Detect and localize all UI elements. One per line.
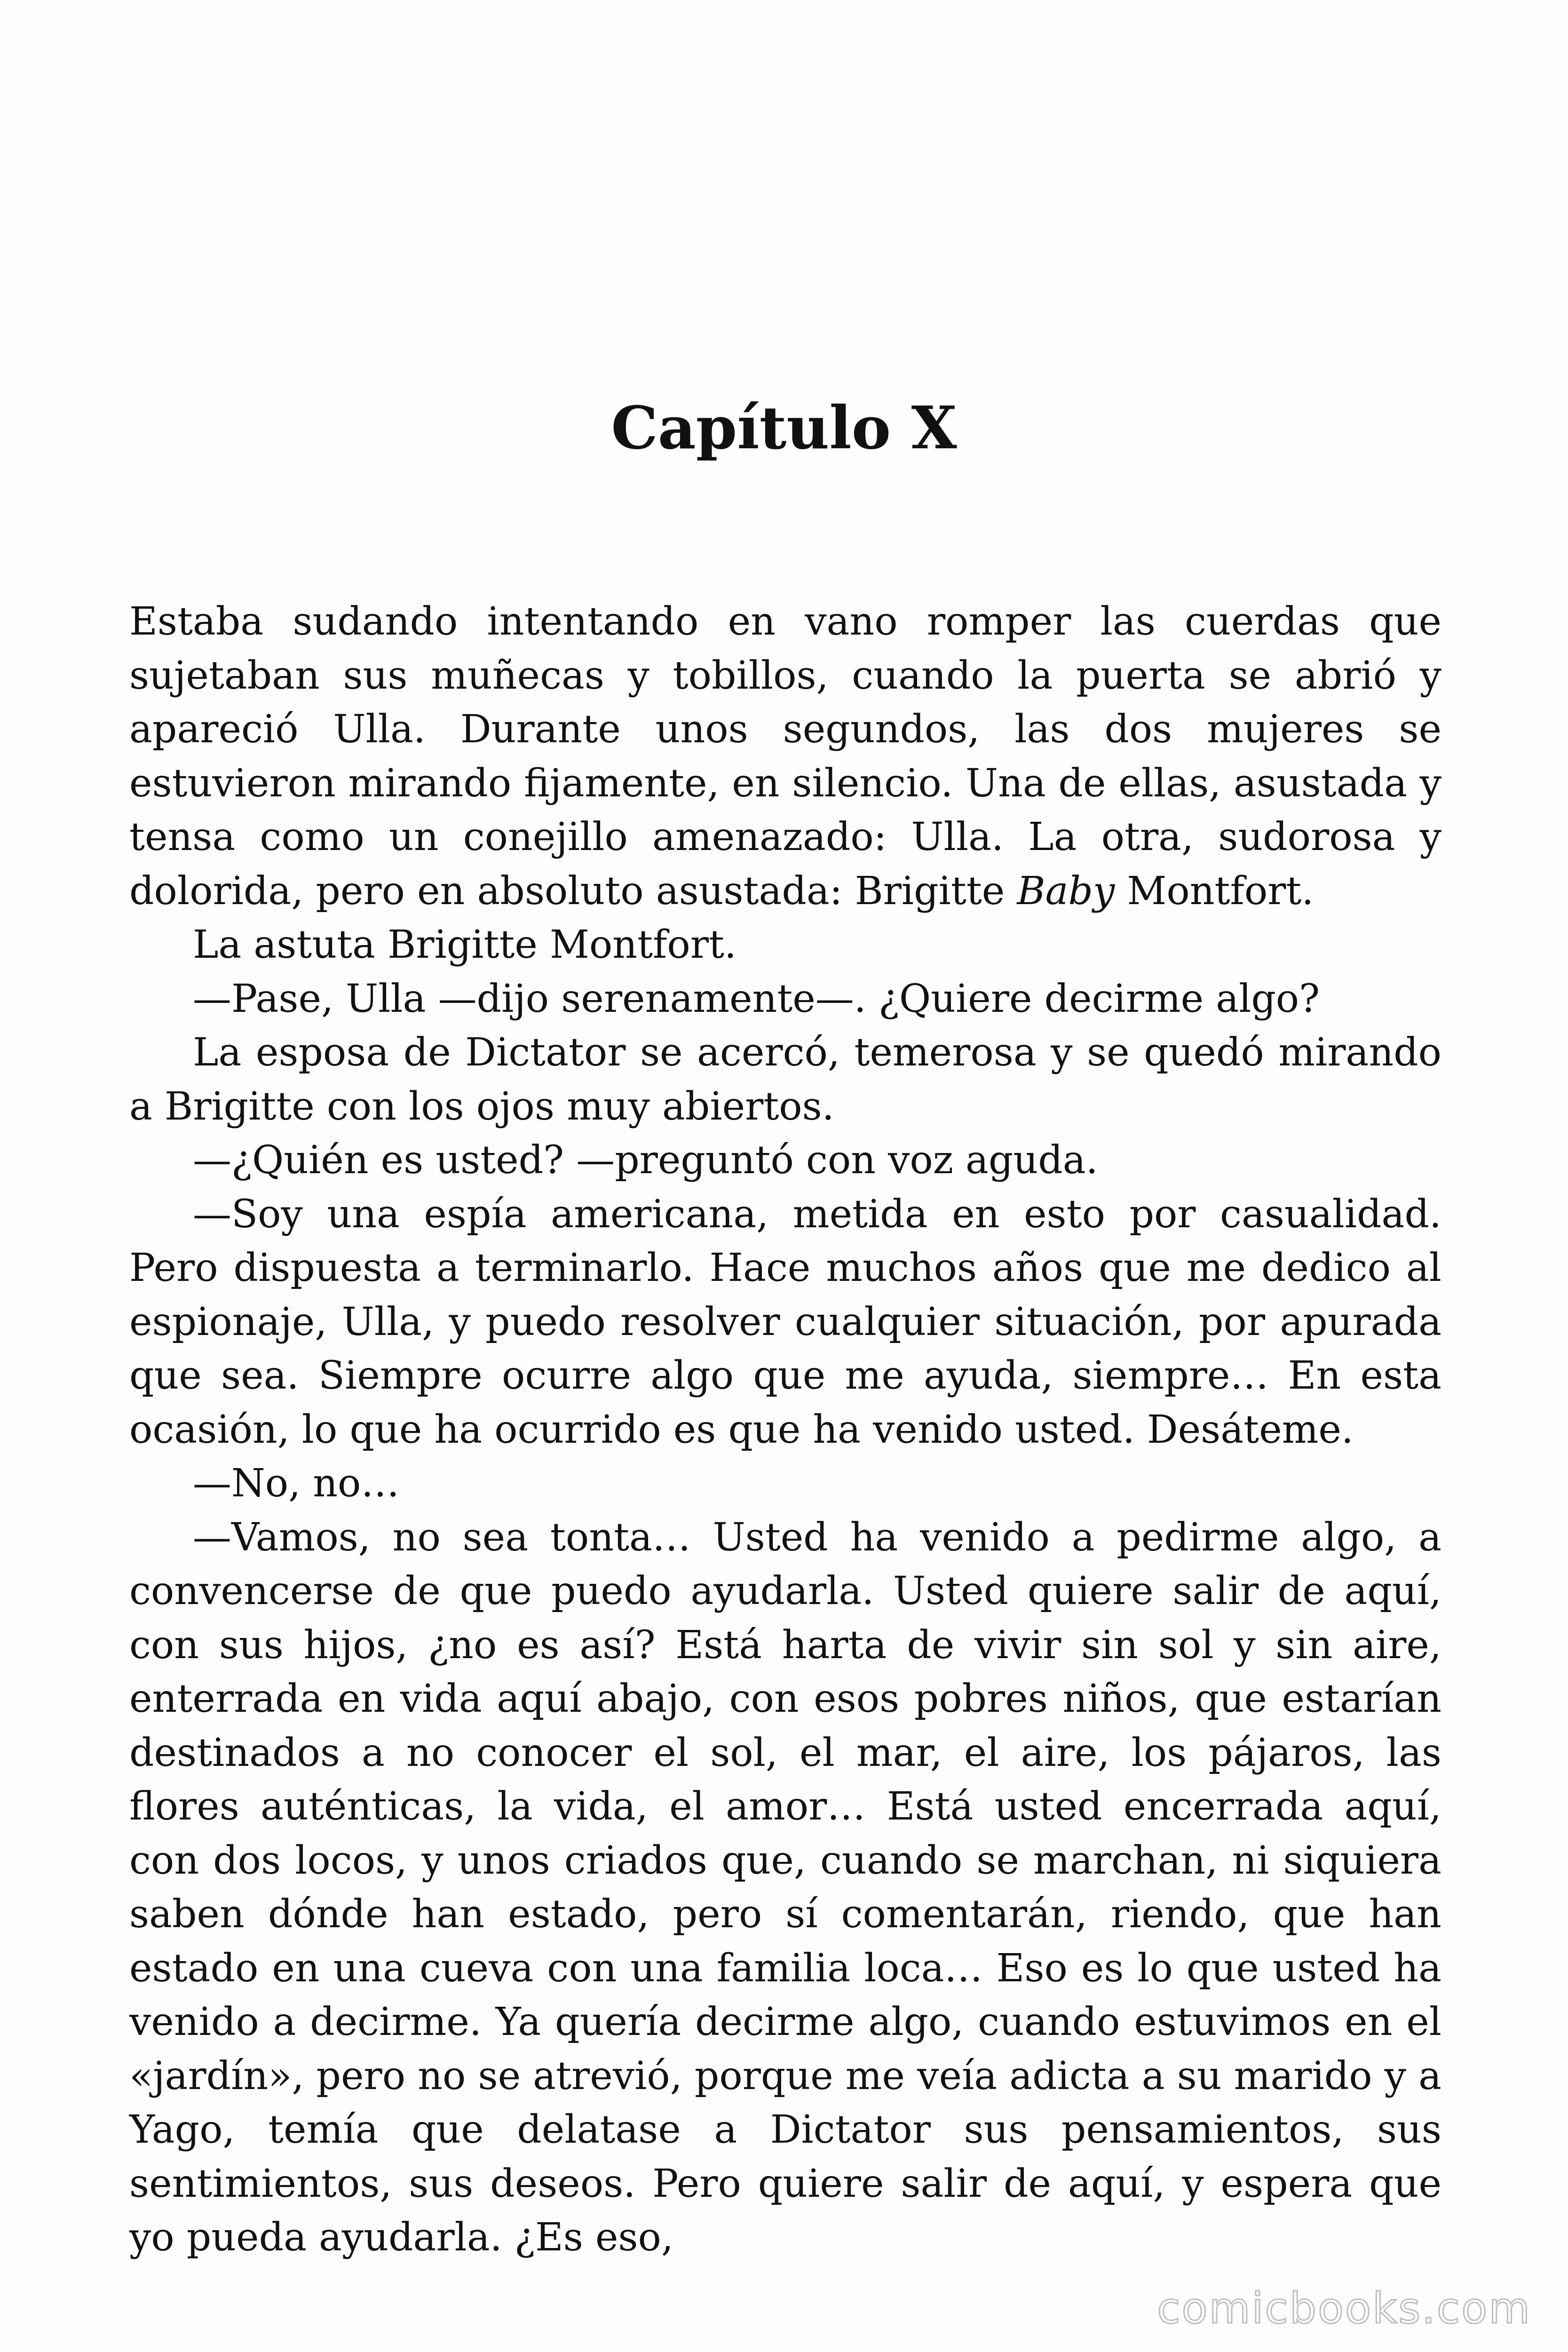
chapter-body	[129, 595, 1441, 2265]
watermark-text: comicbooks.com	[1157, 2284, 1531, 2333]
paragraph-6: —Soy una espía americana, metida en esto por casualidad. Pero dispuesta a terminarlo. Hace muchos años que me dedico al espionaje, Ulla, y puedo resolver cualquier situación, por apurada que sea. Siempre ocurre algo que me ayuda, siempre… En esta ocasión, lo que ha ocurrido es que ha venido usted. Desáteme.	[129, 1192, 1441, 1452]
paragraph-1	[129, 595, 1441, 918]
paragraph-1-text-a: Estaba sudando intentando en vano romper las cuerdas que sujetaban sus muñecas y tobillos, cuando la puerta se abrió y apareció Ulla. Durante unos segundos, las dos mujeres se estuvieron mirando fijamente, en silencio. Una de ellas, asustada y tensa como un conejillo amenazado: Ulla. La otra, sudorosa y dolorida, pero en absoluto asustada: Brigitte	[129, 599, 1441, 914]
chapter-title: Capítulo X	[611, 394, 957, 462]
paragraph-2: La astuta Brigitte Montfort.	[193, 922, 736, 967]
paragraph-4: La esposa de Dictator se acercó, temerosa y se quedó mirando a Brigitte con los ojos muy abiertos.	[129, 1030, 1441, 1129]
paragraph-3: —Pase, Ulla —dijo serenamente—. ¿Quiere decirme algo?	[193, 976, 1320, 1021]
paragraph-7: —No, no…	[193, 1461, 400, 1506]
paragraph-5: —¿Quién es usted? —preguntó con voz aguda.	[193, 1138, 1098, 1183]
nickname-italic: Baby	[1017, 868, 1115, 914]
paragraph-1-text-b: Montfort.	[1115, 868, 1314, 914]
paragraph-8: —Vamos, no sea tonta… Usted ha venido a pedirme algo, a convencerse de que puedo ayudarla. Usted quiere salir de aquí, con sus hijos, ¿no es así? Está harta de vivir sin sol y sin aire, enterrada en vida aquí abajo, con esos pobres niños, que estarían destinados a no conocer el sol, el mar, el aire, los pájaros, las flores auténticas, la vida, el amor… Está usted encerrada aquí, con dos locos, y unos criados que, cuando se marchan, ni siquiera saben dónde han estado, pero sí comentarán, riendo, que han estado en una cueva con una familia loca… Eso es lo que usted ha venido a decirme. Ya quería decirme algo, cuando estuvimos en el «jardín», pero no se atrevió, porque me veía adicta a su marido y a Yago, temía que delatase a Dictator sus pensamientos, sus sentimientos, sus deseos. Pero quiere salir de aquí, y espera que yo pueda ayudarla. ¿Es eso,	[129, 1515, 1441, 2260]
